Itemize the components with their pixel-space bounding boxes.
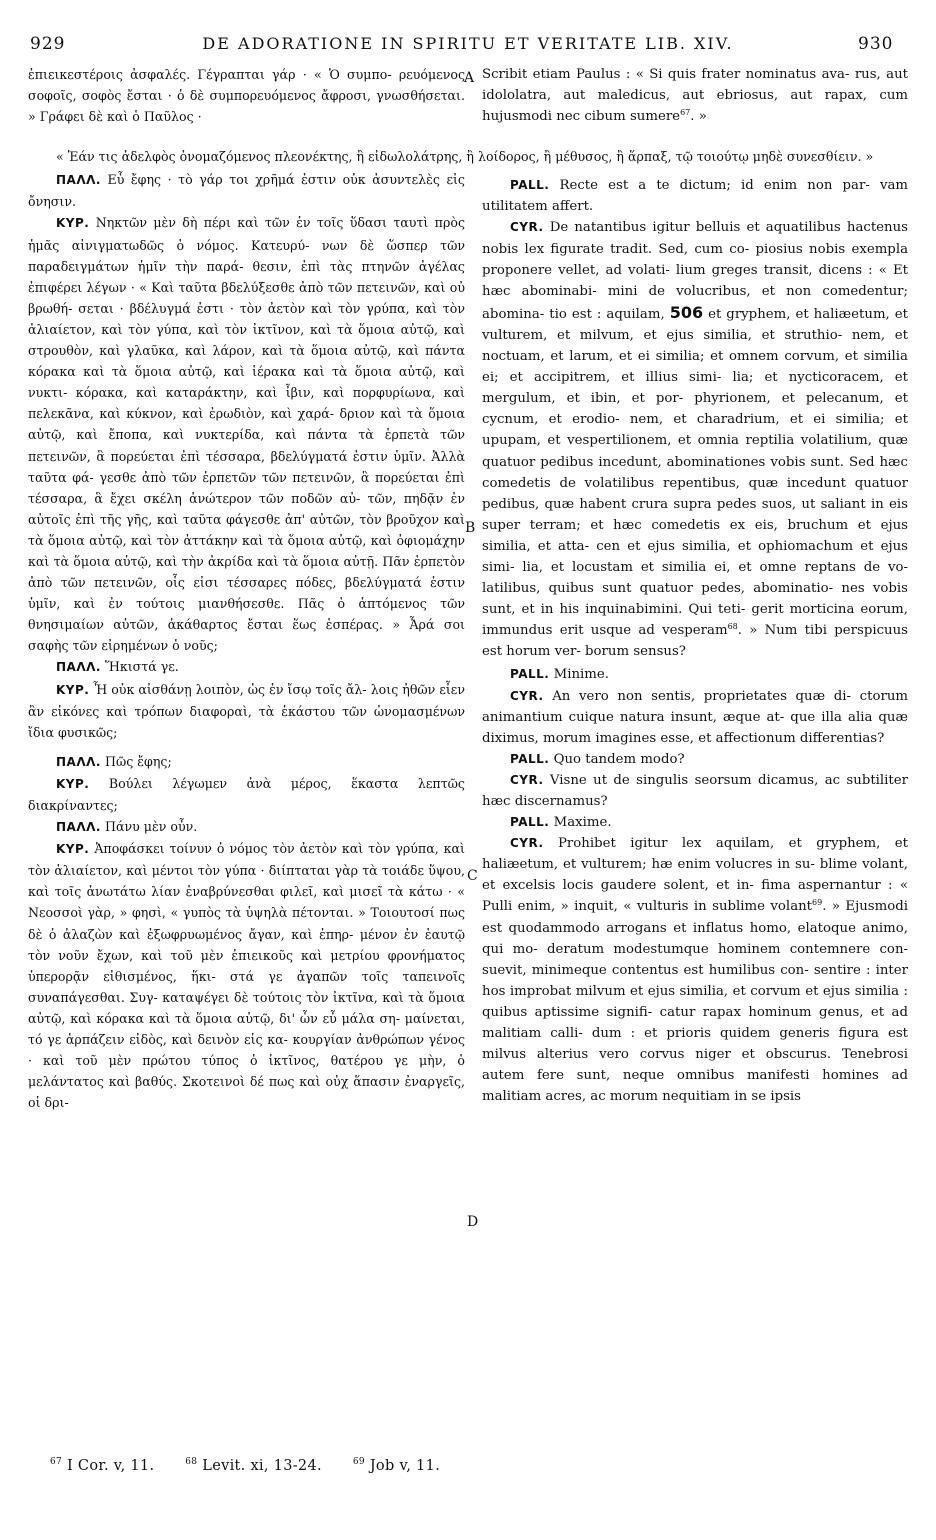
page-header — [0, 0, 936, 60]
marginal-page-number: 506 — [669, 302, 704, 322]
speaker-label: CYR. — [510, 836, 544, 851]
page-number-right: 930 — [858, 34, 894, 54]
speaker-label: ΚΥΡ. — [56, 776, 90, 791]
speaker-label: CYR. — [510, 220, 544, 235]
speaker-label: ΠΑΛΛ. — [56, 660, 101, 675]
greek-paragraph: ΠΑΛΛ. Ἥκιστά γε. — [56, 659, 179, 675]
margin-marker-d: D — [467, 1214, 479, 1230]
speaker-label: CYR. — [510, 688, 544, 703]
running-title: DE ADORATIONE IN SPIRITU ET VERITATE LIB. XIV. — [202, 34, 734, 53]
latin-paragraph: PALL. Quo tandem modo? — [510, 751, 685, 767]
speaker-label: ΠΑΛΛ. — [56, 820, 101, 835]
footnote: $^{67}$ I Cor. v, 11. — [50, 1457, 155, 1474]
speaker-label: PALL. — [510, 178, 550, 193]
greek-top-text: ἐπιεικεστέροις ἀσφαλές. Γέγραπται γάρ · « Ὁ συμπο- ρευόμενος σοφοῖς, σοφὸς ἔσται · ὁ δὲ συμπορευόμενος ἄφροσι, γνωσθήσεται. » Γράφει δὲ καὶ ὁ Παῦλος · — [28, 67, 465, 125]
speaker-label: ΠΑΛΛ. — [56, 754, 101, 769]
latin-column — [482, 64, 908, 1107]
margin-marker-a: A — [464, 70, 475, 86]
greek-paragraph: ΠΑΛΛ. Πάνυ μὲν οὖν. — [56, 819, 198, 835]
latin-top-text: Scribit etiam Paulus : « Si quis frater nominatus ava- rus, aut idololatra, aut maledicus, aut ebriosus, aut rapax, cum hujusmodi nec cibum sumere$^{67}$. » — [482, 67, 908, 125]
footnote-ref: 68 — [727, 622, 738, 632]
speaker-label: PALL. — [510, 667, 550, 682]
greek-paragraph: ΚΥΡ. Ἦ οὐκ αἰσθάνῃ λοιπὸν, ὡς ἐν ἴσῳ τοῖς ἄλ- λοις ἠθῶν εἶεν ἂν εἰκόνες καὶ τρόπων διαφοραὶ, τὰ ἑκάστου τῶν ὠνομασμένων ἴδια φυσικῶς; — [28, 681, 465, 740]
speaker-label: ΚΥΡ. — [56, 842, 90, 857]
speaker-label: PALL. — [510, 815, 550, 830]
speaker-label: ΚΥΡ. — [56, 682, 90, 697]
greek-paragraph: ΠΑΛΛ. Εὖ ἔφης · τὸ γάρ τοι χρῆμά ἐστιν οὐκ ἀσυντελὲς εἰς ὄνησιν. — [28, 172, 465, 210]
footnotes — [50, 1458, 466, 1474]
page-number-left: 929 — [30, 34, 66, 54]
latin-paragraph: PALL. Minime. — [510, 667, 609, 683]
footnote-ref: 69 — [812, 898, 823, 908]
latin-paragraph: CYR. Prohibet igitur lex aquilam, et gryphem, et haliæetum, et vulturem; hæ enim volucres in su- blime volant, et excelsis locis gaudere solent, et in- fima aspernantur : « Pulli enim, » inquit, « vulturis in sublime volant$^{69}$. » Ejusmodi est quodammodo arrogans et inflatus homo, elatoque animo, qui mo- deratum modestumque hominem contemnere con- suevit, minimeque contentus est humilibus con- sentire : inter hos improbat milvum et ejus similia, et corvum et ejus similia : quibus aptissime signifi- catur rapax hominum genus, et ad malitiam calli- dum : et prioris quidem generis figura est milvus alterius vero corvus niger et obscurus. Tenebrosi autem fere sunt, neque omnibus manifesti homines ad malitiam acres, ac morum nequitiam in se ipsis — [482, 836, 908, 1105]
latin-paragraph: CYR. Visne ut de singulis seorsum dicamus, ac subtiliter hæc discernamus? — [482, 772, 908, 809]
footnote: $^{69}$ Job v, 11. — [352, 1457, 440, 1474]
margin-marker-c: C — [467, 868, 478, 884]
margin-marker-b: B — [465, 520, 476, 536]
greek-paragraph: ΠΑΛΛ. Πῶς ἔφης; — [56, 753, 172, 769]
speaker-label: ΠΑΛΛ. — [56, 173, 101, 188]
latin-paragraph: PALL. Maxime. — [510, 815, 612, 831]
speaker-label: CYR. — [510, 772, 544, 787]
greek-paragraph: ΚΥΡ. Βούλει λέγωμεν ἀνὰ μέρος, ἕκαστα λεπτῶς διακρίναντες; — [28, 775, 465, 813]
latin-paragraph: CYR. De natantibus igitur belluis et aquatilibus hactenus nobis lex figurate tradit. Sed, cum co- piosius nobis exempla proponere vellet, ad volati- lium greges transit, dicens : « Et hæc abominabi- mini de volucribus, et non comedentur; abomina- tio est : aquilam, 506 et gryphem, et haliæetum, et vulturem, et milvum, et ejus similia, et struthio- nem, et noctuam, et larum, et ei similia; et omnem corvum, et similia ei; et accipitrem, et illius simi- lia; et nycticoracem, et mergulum, et ibin, et por- phyrionem, et pelecanum, et cycnum, et erodio- nem, et charadrium, et ei similia; et upupam, et vespertilionem, et omnia reptilia volatilium, quæ quatuor pedibus incedunt, abominationes vobis sunt. Sed hæc comedetis de volatilibus repentibus, quæ incedunt quatuor pedibus, quæ habent crura supra pedes suos, ut saliant in eis super terram; et hæc comedetis ex eis, bruchum et ejus similia, et atta- cen et ejus similia, et ophiomachum et ejus simi- lia, et locustam et similia ei, et omne reptans de vo- latilibus, quibus sunt quatuor pedes, abominatio- nes vobis sunt, et in his inquinabimini. Qui teti- gerit morticina eorum, immundus erit usque ad vesperam$^{68}$. » Num tibi perspicuus est horum ver- borum sensus? — [482, 220, 908, 660]
full-width-quote: « Ἐάν τις ἀδελφὸς ὀνομαζόμενος πλεονέκτης, ἢ εἰδωλολάτρης, ἢ λοίδορος, ἢ μέθυσος, ἢ ἅρπαξ, τῷ τοιούτῳ μηδὲ συνεσθίειν. » — [56, 149, 874, 164]
greek-column — [28, 64, 465, 1113]
footnote: $^{68}$ Levit. xi, 13-24. — [185, 1457, 322, 1474]
speaker-label: PALL. — [510, 751, 550, 766]
greek-paragraph: ΚΥΡ. Νηκτῶν μὲν δὴ πέρι καὶ τῶν ἐν τοῖς ὕδασι ταυτὶ πρὸς ἡμᾶς αἰνιγματωδῶς ὁ νόμος. Κατευρύ- νων δὲ ὥσπερ τῶν παραδειγμάτων ἡμῖν τὴν παρά- θεσιν, ἐπὶ τὰς πτηνῶν ἀγέλας ἐπιφέρει λέγων · « Καὶ ταῦτα βδελύξεσθε ἀπὸ τῶν πετεινῶν, καὶ οὐ βρωθή- σεται · βδέλυγμά ἐστι · τὸν ἀετὸν καὶ τὸν γρύπα, καὶ τὸν ἁλιαίετον, καὶ τὸν γύπα, καὶ τὸν ἰκτῖνον, καὶ τὰ ὅμοια αὐτῷ, καὶ στρουθὸν, καὶ γλαῦκα, καὶ λάρον, καὶ τὰ ὅμοια αὐτῷ, καὶ πάντα κόρακα καὶ τὰ ὅμοια αὐτῷ, καὶ ἱέρακα καὶ τὰ ὅμοια αὐτῷ, καὶ νυκτι- κόρακα, καὶ καταράκτην, καὶ ἶβιν, καὶ πορφυρίωνα, καὶ πελεκᾶνα, καὶ κύκνον, καὶ ἐρωδιὸν, καὶ χαρά- δριον καὶ τὰ ὅμοια αὐτῷ, καὶ ἔποπα, καὶ νυκτερίδα, καὶ πάντα τὰ ἑρπετὰ τῶν πετεινῶν, ἃ πορεύεται ἐπὶ τέσσαρα, βδελύγματά ἐστιν ὑμῖν. Ἀλλὰ ταῦτα φά- γεσθε ἀπὸ τῶν ἑρπετῶν τῶν πετεινῶν, ἃ πορεύεται ἐπὶ τέσσαρα, ἃ ἔχει σκέλη ἀνώτερον τῶν ποδῶν αὐ- τῶν, πηδᾷν ἐν αὐτοῖς ἐπὶ τῆς γῆς, καὶ ταῦτα φάγεσθε ἀπ' αὐτῶν, τὸν βροῦχον καὶ τὰ ὅμοια αὐτῷ, καὶ τὸν ἀττάκην καὶ τὰ ὅμοια αὐτῷ, καὶ ὀφιομάχην καὶ τὰ ὅμοια αὐτῷ, καὶ τὴν ἀκρίδα καὶ τὰ ὅμοια αὐτῇ. Πᾶν ἑρπετὸν ἀπὸ τῶν πετεινῶν, οἷς εἰσι τέσσαρες πόδες, βδελύγματά ἐστιν ὑμῖν, καὶ ἐν τούτοις μιανθήσεσθε. Πᾶς ὁ ἁπτόμενος τῶν θνησιμαίων αὐτῶν, ἀκάθαρτος ἔσται ἕως ἑσπέρας. » Ἆρά σοι σαφὴς τῶν εἰρημένων ὁ νοῦς; — [28, 215, 465, 654]
greek-paragraph: ΚΥΡ. Ἀποφάσκει τοίνυν ὁ νόμος τὸν ἀετὸν καὶ τὸν γρύπα, καὶ τὸν ἁλιαίετον, καὶ μέντοι τὸν γύπα · διίπταται γὰρ τὰ τοιάδε ὕψου, καὶ τοῖς ἀνωτάτω λίαν ἐναβρύνεσθαι φιλεῖ, καὶ μισεῖ τὰ κάτω · « Νεοσσοὶ γὰρ, » φησὶ, « γυπὸς τὰ ὑψηλὰ πέτονται. » Τοιουτοσί πως δὲ ὁ ἀλαζὼν καὶ ἐξωφρυωμένος ἄγαν, καὶ ἐπηρ- μένον ἐν ἑαυτῷ τὸν νοῦν ἔχων, καὶ τοῦ μὲν ἐπιεικοῦς καὶ μετρίου φρονήματος ὑπερορᾷν εἰθισμένος, ἥκι- στά γε ἀγαπῶν τοῖς ταπεινοῖς συναπάγεσθαι. Συγ- καταψέγει δὲ τούτοις τὸν ἰκτῖνα, καὶ τὰ ὅμοια αὐτῷ, καὶ κόρακα καὶ τὰ ὅμοια αὐτῷ, δι' ὧν εὖ μάλα ση- μαίνεται, τό γε ἁρπάζειν εἰδὸς, καὶ δεινὸν εἰς κα- κουργίαν ἀνθρώπων γένος · καὶ τοῦ μὲν πρώτου τύπος ὁ ἰκτῖνος, θατέρου γε μὴν, ὁ μελάντατος καὶ βαθύς. Σκοτεινοὶ δέ πως καὶ οὐχ ἅπασιν ἐναργεῖς, οἱ δρι- — [28, 841, 465, 1111]
latin-paragraph: PALL. Recte est a te dictum; id enim non par- vam utilitatem affert. — [482, 178, 908, 215]
latin-paragraph: CYR. An vero non sentis, proprietates quæ di- ctorum animantium cuique natura insunt, æque at- que illa alia quæ diximus, morum imagines esse, et affectionum differentias? — [482, 688, 908, 746]
footnote-ref: 67 — [680, 108, 691, 118]
speaker-label: ΚΥΡ. — [56, 216, 90, 231]
